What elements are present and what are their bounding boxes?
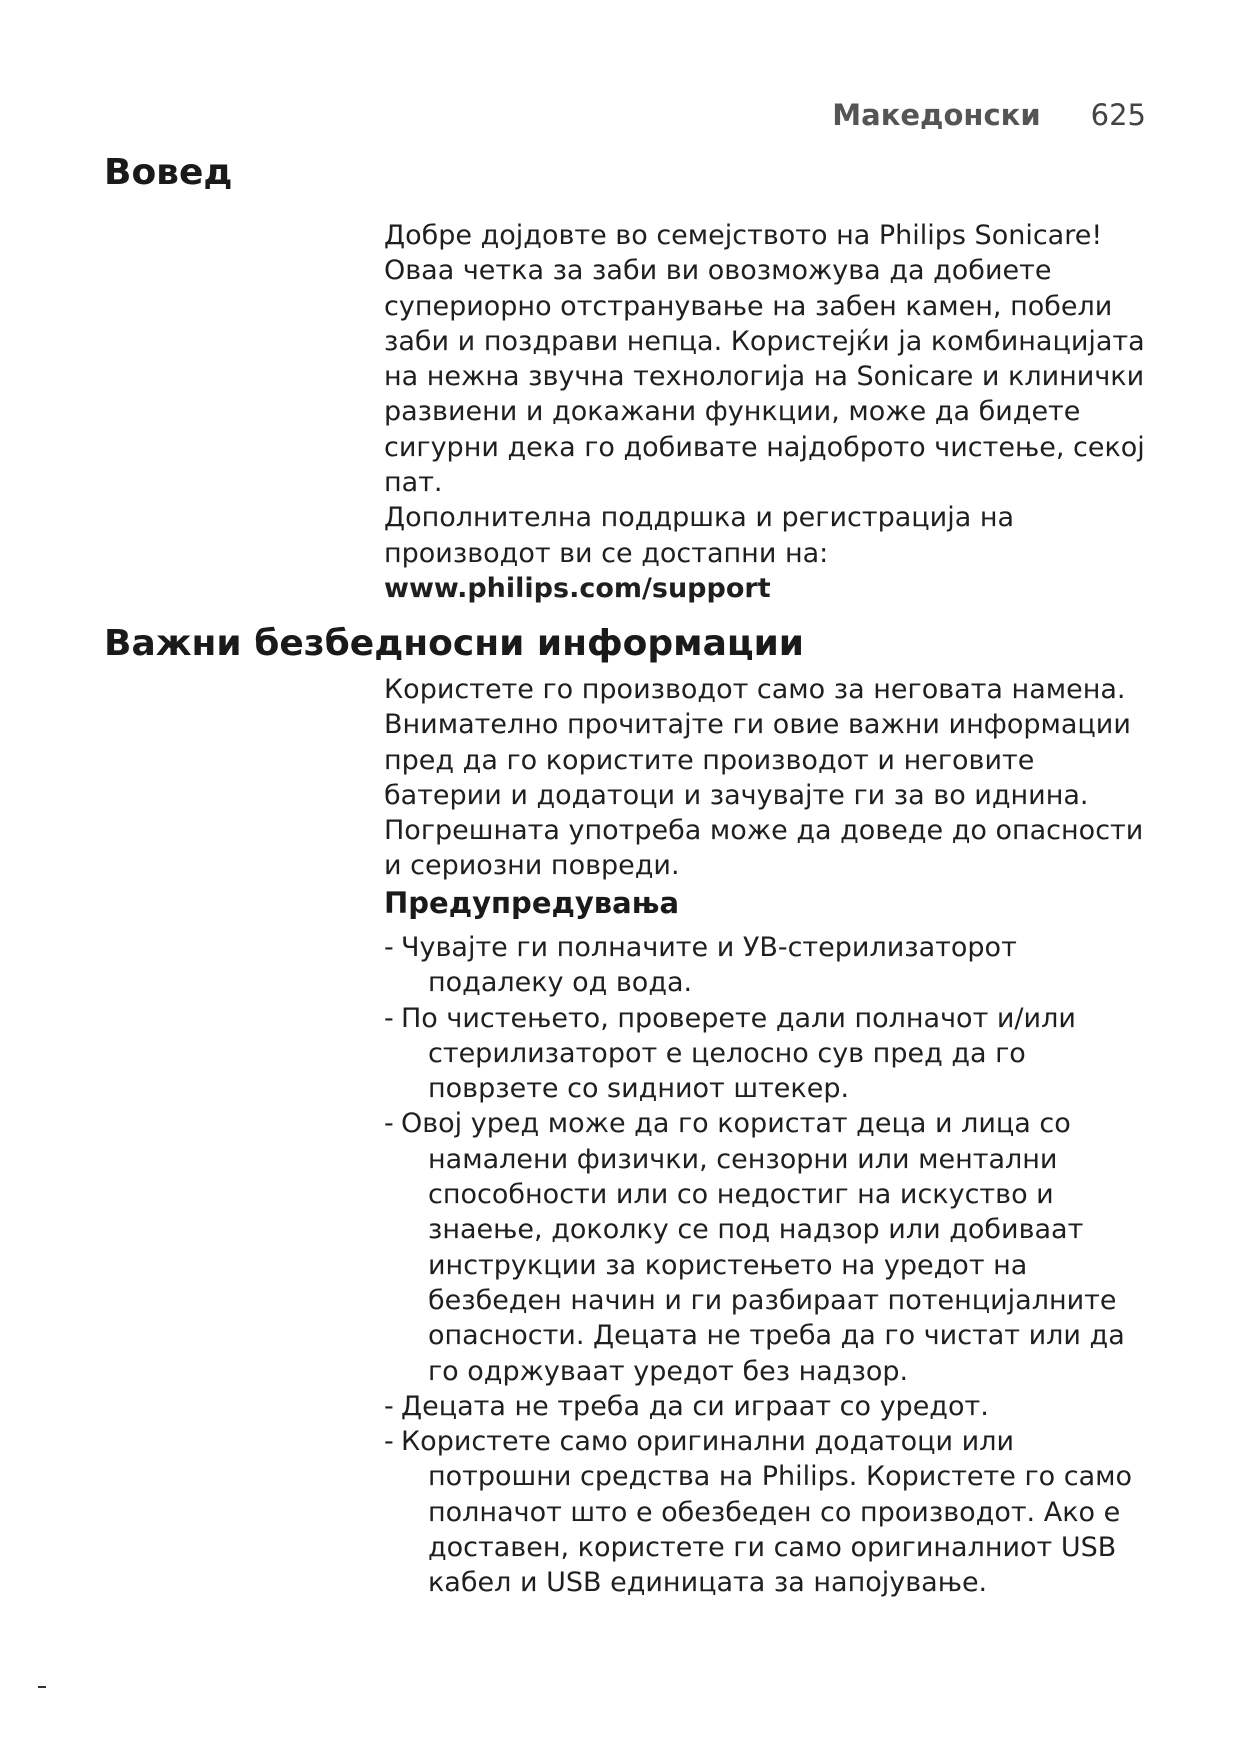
bullet-dash: - xyxy=(384,932,394,963)
warning-item xyxy=(384,1001,1159,1107)
warning-text: Користете само оригинални додатоци или потрошни средства на Philips. Користете го само полначот што е обезбеден со производот. Ако е доставен, користете ги само оригиналниот USB кабел и USB единицата за напојување. xyxy=(401,1426,1133,1599)
page-number: 625 xyxy=(1090,98,1146,132)
bullet-dash: - xyxy=(384,1390,394,1422)
support-link[interactable]: www.philips.com/support xyxy=(384,572,771,604)
header-language: Македонски xyxy=(832,98,1041,132)
warning-item xyxy=(384,1389,1159,1424)
warning-text: Чувајте ги полначите и УВ-стерилизаторот подалеку од вода. xyxy=(401,932,1017,999)
intro-title: Вовед xyxy=(104,152,233,193)
support-paragraph: Дополнителна поддршка и регистрација на производот ви се достапни на: xyxy=(384,502,1015,569)
bullet-dash: - xyxy=(384,1002,394,1034)
warning-text: По чистењето, проверете дали полначот и/или стерилизаторот е целосно сув пред да го поврзете со ѕидниот штекер. xyxy=(401,1002,1076,1105)
warnings-list xyxy=(384,930,1159,1601)
intro-body xyxy=(384,218,1154,606)
safety-title: Важни безбедносни информации xyxy=(104,623,805,664)
warning-item xyxy=(384,930,1159,1001)
intro-paragraph: Добре дојдовте во семејството на Philips Sonicare! Оваа четка за заби ви овозможува да добиете супериорно отстранување на забен камен, побели заби и поздрави непца. Користејќи ја комбинацијата на нежна звучна технологија на Sonicare и клинички развиени и докажани функции, може да бидете сигурни дека го добивате најдоброто чистење, секој пат. xyxy=(384,220,1145,499)
warning-item xyxy=(384,1424,1159,1600)
warning-item xyxy=(384,1106,1159,1388)
safety-body xyxy=(384,672,1154,884)
bullet-dash: - xyxy=(384,1426,394,1458)
page-header xyxy=(832,98,1146,132)
safety-paragraph: Користете го производот само за неговата намена. Внимателно прочитајте ги овие важни информации пред да го користите производот и неговите батерии и додатоци и зачувајте ги за во иднина. Погрешната употреба може да доведе до опасности и сериозни повреди. xyxy=(384,674,1144,882)
warnings-title: Предупредувања xyxy=(384,886,680,920)
warning-text: Децата не треба да си играат со уредот. xyxy=(401,1390,989,1422)
footer-mark xyxy=(38,1686,46,1688)
bullet-dash: - xyxy=(384,1108,394,1140)
warning-text: Овој уред може да го користат деца и лица со намалени физички, сензорни или ментални способности или со недостиг на искуство и знаење, доколку се под надзор или добиваат инструкции за користењето на уредот на безбеден начин и ги разбираат потенцијалните опасности. Децата не треба да го чистат или да го одржуваат уредот без надзор. xyxy=(401,1108,1125,1387)
